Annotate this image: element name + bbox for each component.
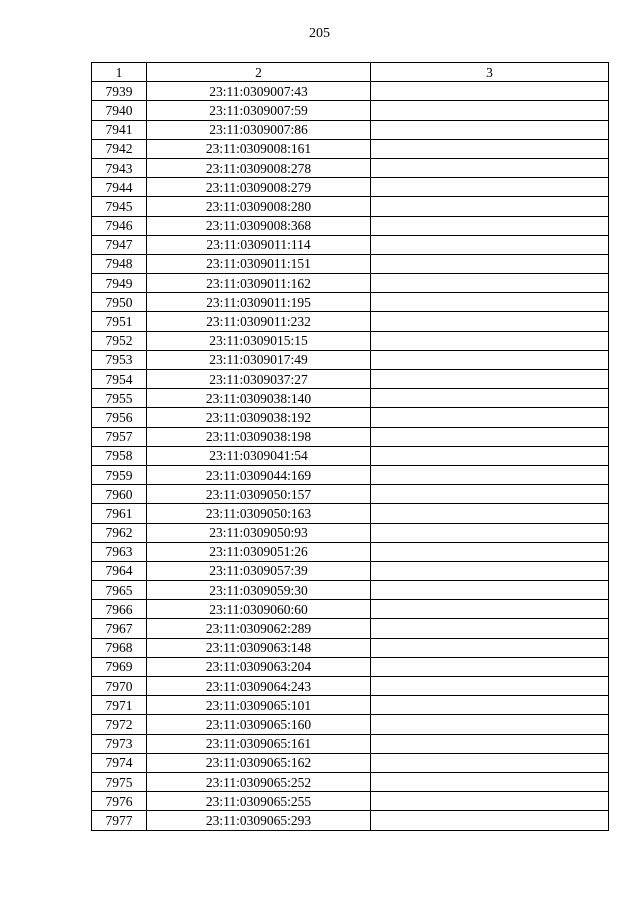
row-number-cell: 7944 (92, 178, 147, 197)
registry-table (91, 62, 609, 831)
table-row (92, 657, 609, 676)
row-number-cell: 7958 (92, 446, 147, 465)
cadastral-number-cell: 23:11:0309038:198 (147, 427, 371, 446)
note-cell (371, 197, 609, 216)
table-row (92, 312, 609, 331)
cadastral-number-cell: 23:11:0309008:161 (147, 139, 371, 158)
table-row (92, 408, 609, 427)
table-row (92, 677, 609, 696)
cadastral-number-cell: 23:11:0309062:289 (147, 619, 371, 638)
note-cell (371, 312, 609, 331)
table-row (92, 158, 609, 177)
cadastral-number-cell: 23:11:0309050:93 (147, 523, 371, 542)
cadastral-number-cell: 23:11:0309059:30 (147, 581, 371, 600)
note-cell (371, 792, 609, 811)
note-cell (371, 408, 609, 427)
table-row (92, 542, 609, 561)
cadastral-number-cell: 23:11:0309038:192 (147, 408, 371, 427)
table-row (92, 350, 609, 369)
note-cell (371, 696, 609, 715)
row-number-cell: 7949 (92, 274, 147, 293)
note-cell (371, 523, 609, 542)
note-cell (371, 389, 609, 408)
cadastral-number-cell: 23:11:0309065:293 (147, 811, 371, 830)
row-number-cell: 7969 (92, 657, 147, 676)
note-cell (371, 158, 609, 177)
cadastral-number-cell: 23:11:0309007:59 (147, 101, 371, 120)
row-number-cell: 7952 (92, 331, 147, 350)
row-number-cell: 7939 (92, 82, 147, 101)
row-number-cell: 7959 (92, 465, 147, 484)
note-cell (371, 446, 609, 465)
row-number-cell: 7954 (92, 370, 147, 389)
table-row (92, 581, 609, 600)
cadastral-number-cell: 23:11:0309044:169 (147, 465, 371, 484)
note-cell (371, 734, 609, 753)
note-cell (371, 427, 609, 446)
note-cell (371, 370, 609, 389)
table-row (92, 734, 609, 753)
note-cell (371, 254, 609, 273)
table-row (92, 235, 609, 254)
table-row (92, 638, 609, 657)
table-row (92, 485, 609, 504)
table-row (92, 274, 609, 293)
cadastral-number-cell: 23:11:0309017:49 (147, 350, 371, 369)
cadastral-number-cell: 23:11:0309065:162 (147, 753, 371, 772)
table-row (92, 370, 609, 389)
table-row (92, 772, 609, 791)
cadastral-number-cell: 23:11:0309008:280 (147, 197, 371, 216)
note-cell (371, 581, 609, 600)
note-cell (371, 485, 609, 504)
table-row (92, 101, 609, 120)
row-number-cell: 7964 (92, 561, 147, 580)
cadastral-number-cell: 23:11:0309041:54 (147, 446, 371, 465)
page-number: 205 (309, 26, 330, 41)
row-number-cell: 7947 (92, 235, 147, 254)
cadastral-number-cell: 23:11:0309063:148 (147, 638, 371, 657)
note-cell (371, 772, 609, 791)
row-number-cell: 7942 (92, 139, 147, 158)
cadastral-number-cell: 23:11:0309011:195 (147, 293, 371, 312)
row-number-cell: 7974 (92, 753, 147, 772)
cadastral-number-cell: 23:11:0309011:151 (147, 254, 371, 273)
table-row (92, 331, 609, 350)
note-cell (371, 465, 609, 484)
cadastral-number-cell: 23:11:0309015:15 (147, 331, 371, 350)
row-number-cell: 7966 (92, 600, 147, 619)
row-number-cell: 7973 (92, 734, 147, 753)
row-number-cell: 7976 (92, 792, 147, 811)
table-row (92, 216, 609, 235)
cadastral-number-cell: 23:11:0309011:162 (147, 274, 371, 293)
cadastral-number-cell: 23:11:0309064:243 (147, 677, 371, 696)
cadastral-number-cell: 23:11:0309060:60 (147, 600, 371, 619)
note-cell (371, 120, 609, 139)
row-number-cell: 7975 (92, 772, 147, 791)
row-number-cell: 7946 (92, 216, 147, 235)
cadastral-number-cell: 23:11:0309065:160 (147, 715, 371, 734)
cadastral-number-cell: 23:11:0309038:140 (147, 389, 371, 408)
table-header-row (92, 63, 609, 82)
cadastral-number-cell: 23:11:0309051:26 (147, 542, 371, 561)
note-cell (371, 350, 609, 369)
table-row (92, 792, 609, 811)
cadastral-number-cell: 23:11:0309057:39 (147, 561, 371, 580)
row-number-cell: 7950 (92, 293, 147, 312)
row-number-cell: 7960 (92, 485, 147, 504)
row-number-cell: 7962 (92, 523, 147, 542)
table-row (92, 427, 609, 446)
note-cell (371, 753, 609, 772)
cadastral-number-cell: 23:11:0309007:43 (147, 82, 371, 101)
cadastral-number-cell: 23:11:0309063:204 (147, 657, 371, 676)
table-row (92, 389, 609, 408)
cadastral-number-cell: 23:11:0309065:252 (147, 772, 371, 791)
table-row (92, 811, 609, 830)
note-cell (371, 638, 609, 657)
cadastral-number-cell: 23:11:0309065:255 (147, 792, 371, 811)
row-number-cell: 7953 (92, 350, 147, 369)
note-cell (371, 216, 609, 235)
note-cell (371, 331, 609, 350)
table-row (92, 120, 609, 139)
note-cell (371, 274, 609, 293)
note-cell (371, 715, 609, 734)
table-row (92, 197, 609, 216)
note-cell (371, 542, 609, 561)
note-cell (371, 101, 609, 120)
column-header-3: 3 (371, 63, 609, 82)
note-cell (371, 619, 609, 638)
cadastral-number-cell: 23:11:0309011:114 (147, 235, 371, 254)
note-cell (371, 600, 609, 619)
table-row (92, 619, 609, 638)
cadastral-number-cell: 23:11:0309050:163 (147, 504, 371, 523)
row-number-cell: 7968 (92, 638, 147, 657)
row-number-cell: 7941 (92, 120, 147, 139)
row-number-cell: 7945 (92, 197, 147, 216)
note-cell (371, 178, 609, 197)
table-row (92, 504, 609, 523)
cadastral-number-cell: 23:11:0309008:278 (147, 158, 371, 177)
table-row (92, 254, 609, 273)
note-cell (371, 504, 609, 523)
note-cell (371, 139, 609, 158)
row-number-cell: 7970 (92, 677, 147, 696)
cadastral-number-cell: 23:11:0309011:232 (147, 312, 371, 331)
cadastral-number-cell: 23:11:0309050:157 (147, 485, 371, 504)
table-row (92, 178, 609, 197)
note-cell (371, 235, 609, 254)
table-row (92, 446, 609, 465)
row-number-cell: 7967 (92, 619, 147, 638)
column-header-2: 2 (147, 63, 371, 82)
row-number-cell: 7940 (92, 101, 147, 120)
row-number-cell: 7971 (92, 696, 147, 715)
note-cell (371, 811, 609, 830)
note-cell (371, 677, 609, 696)
cadastral-number-cell: 23:11:0309065:161 (147, 734, 371, 753)
cadastral-number-cell: 23:11:0309037:27 (147, 370, 371, 389)
table-row (92, 293, 609, 312)
note-cell (371, 293, 609, 312)
note-cell (371, 82, 609, 101)
cadastral-number-cell: 23:11:0309008:279 (147, 178, 371, 197)
row-number-cell: 7948 (92, 254, 147, 273)
row-number-cell: 7963 (92, 542, 147, 561)
row-number-cell: 7951 (92, 312, 147, 331)
column-header-1: 1 (92, 63, 147, 82)
row-number-cell: 7977 (92, 811, 147, 830)
table-row (92, 753, 609, 772)
note-cell (371, 657, 609, 676)
cadastral-number-cell: 23:11:0309007:86 (147, 120, 371, 139)
row-number-cell: 7955 (92, 389, 147, 408)
table-row (92, 715, 609, 734)
table-body (92, 82, 609, 830)
row-number-cell: 7956 (92, 408, 147, 427)
table-row (92, 696, 609, 715)
cadastral-number-cell: 23:11:0309008:368 (147, 216, 371, 235)
table-row (92, 600, 609, 619)
table-row (92, 139, 609, 158)
cadastral-number-cell: 23:11:0309065:101 (147, 696, 371, 715)
row-number-cell: 7965 (92, 581, 147, 600)
table-row (92, 82, 609, 101)
table-row (92, 465, 609, 484)
row-number-cell: 7957 (92, 427, 147, 446)
row-number-cell: 7943 (92, 158, 147, 177)
table-row (92, 561, 609, 580)
row-number-cell: 7972 (92, 715, 147, 734)
note-cell (371, 561, 609, 580)
row-number-cell: 7961 (92, 504, 147, 523)
table-row (92, 523, 609, 542)
